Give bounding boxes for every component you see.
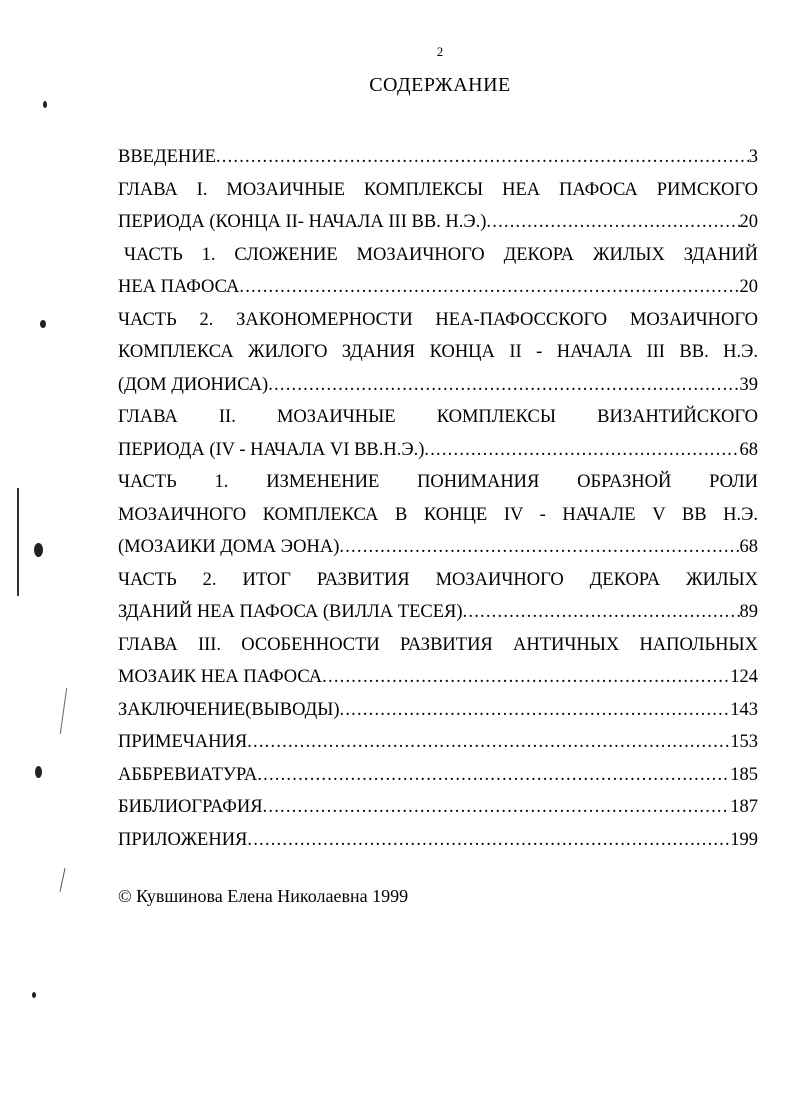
scan-speck xyxy=(32,992,36,998)
toc-entry-last-line xyxy=(118,531,758,564)
toc-entry-line: ГЛАВА I. МОЗАИЧНЫЕ КОМПЛЕКСЫ НЕА ПАФОСА РИМСКОГО xyxy=(118,179,758,200)
dot-leader xyxy=(268,369,739,402)
toc-entry-text: ПЕРИОДА (КОНЦА II- НАЧАЛА III ВВ. Н.Э.) xyxy=(118,212,487,232)
dot-leader xyxy=(424,434,739,467)
toc-entry-notes xyxy=(118,726,758,759)
toc-page-number: 199 xyxy=(730,829,758,850)
toc-entry-line: ГЛАВА III. ОСОБЕННОСТИ РАЗВИТИЯ АНТИЧНЫХ НАПОЛЬНЫХ xyxy=(118,634,758,655)
toc-entry-line: ЧАСТЬ 1. ИЗМЕНЕНИЕ ПОНИМАНИЯ ОБРАЗНОЙ РОЛИ xyxy=(118,472,758,492)
toc-page-number: 185 xyxy=(730,764,758,785)
toc-entry-text: ЗДАНИЙ НЕА ПАФОСА (ВИЛЛА ТЕСЕЯ) xyxy=(118,602,463,622)
toc-entry-line: ЧАСТЬ 2. ИТОГ РАЗВИТИЯ МОЗАИЧНОГО ДЕКОРА ЖИЛЫХ xyxy=(118,569,758,590)
dot-leader xyxy=(463,596,740,629)
toc-page-number: 187 xyxy=(730,797,758,817)
toc-entry-text: ПЕРИОДА (IV - НАЧАЛА VI ВВ.Н.Э.) xyxy=(118,439,425,460)
scan-speck xyxy=(40,320,46,328)
toc-entry-introduction xyxy=(118,141,758,174)
toc-entry-text: ПРИЛОЖЕНИЯ xyxy=(118,829,248,850)
scan-speck xyxy=(43,101,47,108)
dot-leader xyxy=(216,141,749,174)
toc-page-number: 68 xyxy=(739,537,758,557)
toc-page-number: 153 xyxy=(730,732,758,752)
toc-page-number: 39 xyxy=(739,374,758,395)
scan-speck xyxy=(35,766,42,778)
dot-leader xyxy=(239,271,739,304)
toc-entry-line: ЧАСТЬ 2. ЗАКОНОМЕРНОСТИ НЕА-ПАФОССКОГО МОЗАИЧНОГО xyxy=(118,309,758,330)
toc-entry-line: КОМПЛЕКСА ЖИЛОГО ЗДАНИЯ КОНЦА II - НАЧАЛА III ВВ. Н.Э. xyxy=(118,342,758,362)
toc-entry-last-line xyxy=(118,661,758,694)
dot-leader xyxy=(486,206,739,239)
dot-leader xyxy=(247,824,730,857)
scan-line xyxy=(17,488,19,596)
toc-entry-last-line xyxy=(118,596,758,629)
toc-page-number: 143 xyxy=(730,699,758,720)
toc-page-number: 20 xyxy=(739,277,758,297)
dot-leader xyxy=(257,759,730,792)
dot-leader xyxy=(247,726,730,759)
toc-page-number: 3 xyxy=(748,147,758,167)
toc-entry-text: АББРЕВИАТУРА xyxy=(118,764,258,785)
toc-entry-text: ПРИМЕЧАНИЯ xyxy=(118,732,248,752)
toc-entry-last-line xyxy=(118,206,758,239)
toc-page-number: 124 xyxy=(730,667,758,687)
toc-entry-last-line xyxy=(118,369,758,402)
toc-entry-text: (ДОМ ДИОНИСА) xyxy=(118,374,269,395)
copyright-notice: © Кувшинова Елена Николаевна 1999 xyxy=(118,886,409,906)
toc-page-number: 89 xyxy=(739,602,758,622)
toc-entry-line: МОЗАИЧНОГО КОМПЛЕКСА В КОНЦЕ IV - НАЧАЛЕ V ВВ Н.Э. xyxy=(118,504,758,525)
toc-entry-line: ЧАСТЬ 1. СЛОЖЕНИЕ МОЗАИЧНОГО ДЕКОРА ЖИЛЫХ ЗДАНИЙ xyxy=(124,244,758,265)
page-title: СОДЕРЖАНИЕ xyxy=(369,74,511,96)
dot-leader xyxy=(263,791,731,824)
toc-entry-text: ЗАКЛЮЧЕНИЕ(ВЫВОДЫ) xyxy=(118,699,340,720)
scan-line xyxy=(60,868,66,892)
page-number: 2 xyxy=(436,44,444,59)
toc-entry-text: ВВЕДЕНИЕ xyxy=(118,147,216,167)
toc-entry-bibliography xyxy=(118,791,758,824)
toc-entry-abbreviations xyxy=(118,759,758,792)
table-of-contents xyxy=(118,141,758,856)
toc-page-number: 20 xyxy=(739,212,758,232)
toc-entry-text: МОЗАИК НЕА ПАФОСА xyxy=(118,667,323,687)
scan-speck xyxy=(34,543,43,557)
toc-entry-conclusion xyxy=(118,694,758,727)
toc-entry-text: НЕА ПАФОСА xyxy=(118,277,240,297)
dot-leader xyxy=(322,661,730,694)
toc-entry-line: ГЛАВА II. МОЗАИЧНЫЕ КОМПЛЕКСЫ ВИЗАНТИЙСКОГО xyxy=(118,407,758,427)
toc-entry-text: БИБЛИОГРАФИЯ xyxy=(118,797,263,817)
scan-line xyxy=(60,688,67,734)
toc-entry-last-line xyxy=(118,271,758,304)
toc-page-number: 68 xyxy=(739,439,758,460)
dot-leader xyxy=(340,694,731,727)
dot-leader xyxy=(339,531,739,564)
toc-entry-last-line xyxy=(118,434,758,467)
toc-entry-appendices xyxy=(118,824,758,857)
toc-entry-text: (МОЗАИКИ ДОМА ЭОНА) xyxy=(118,537,340,557)
